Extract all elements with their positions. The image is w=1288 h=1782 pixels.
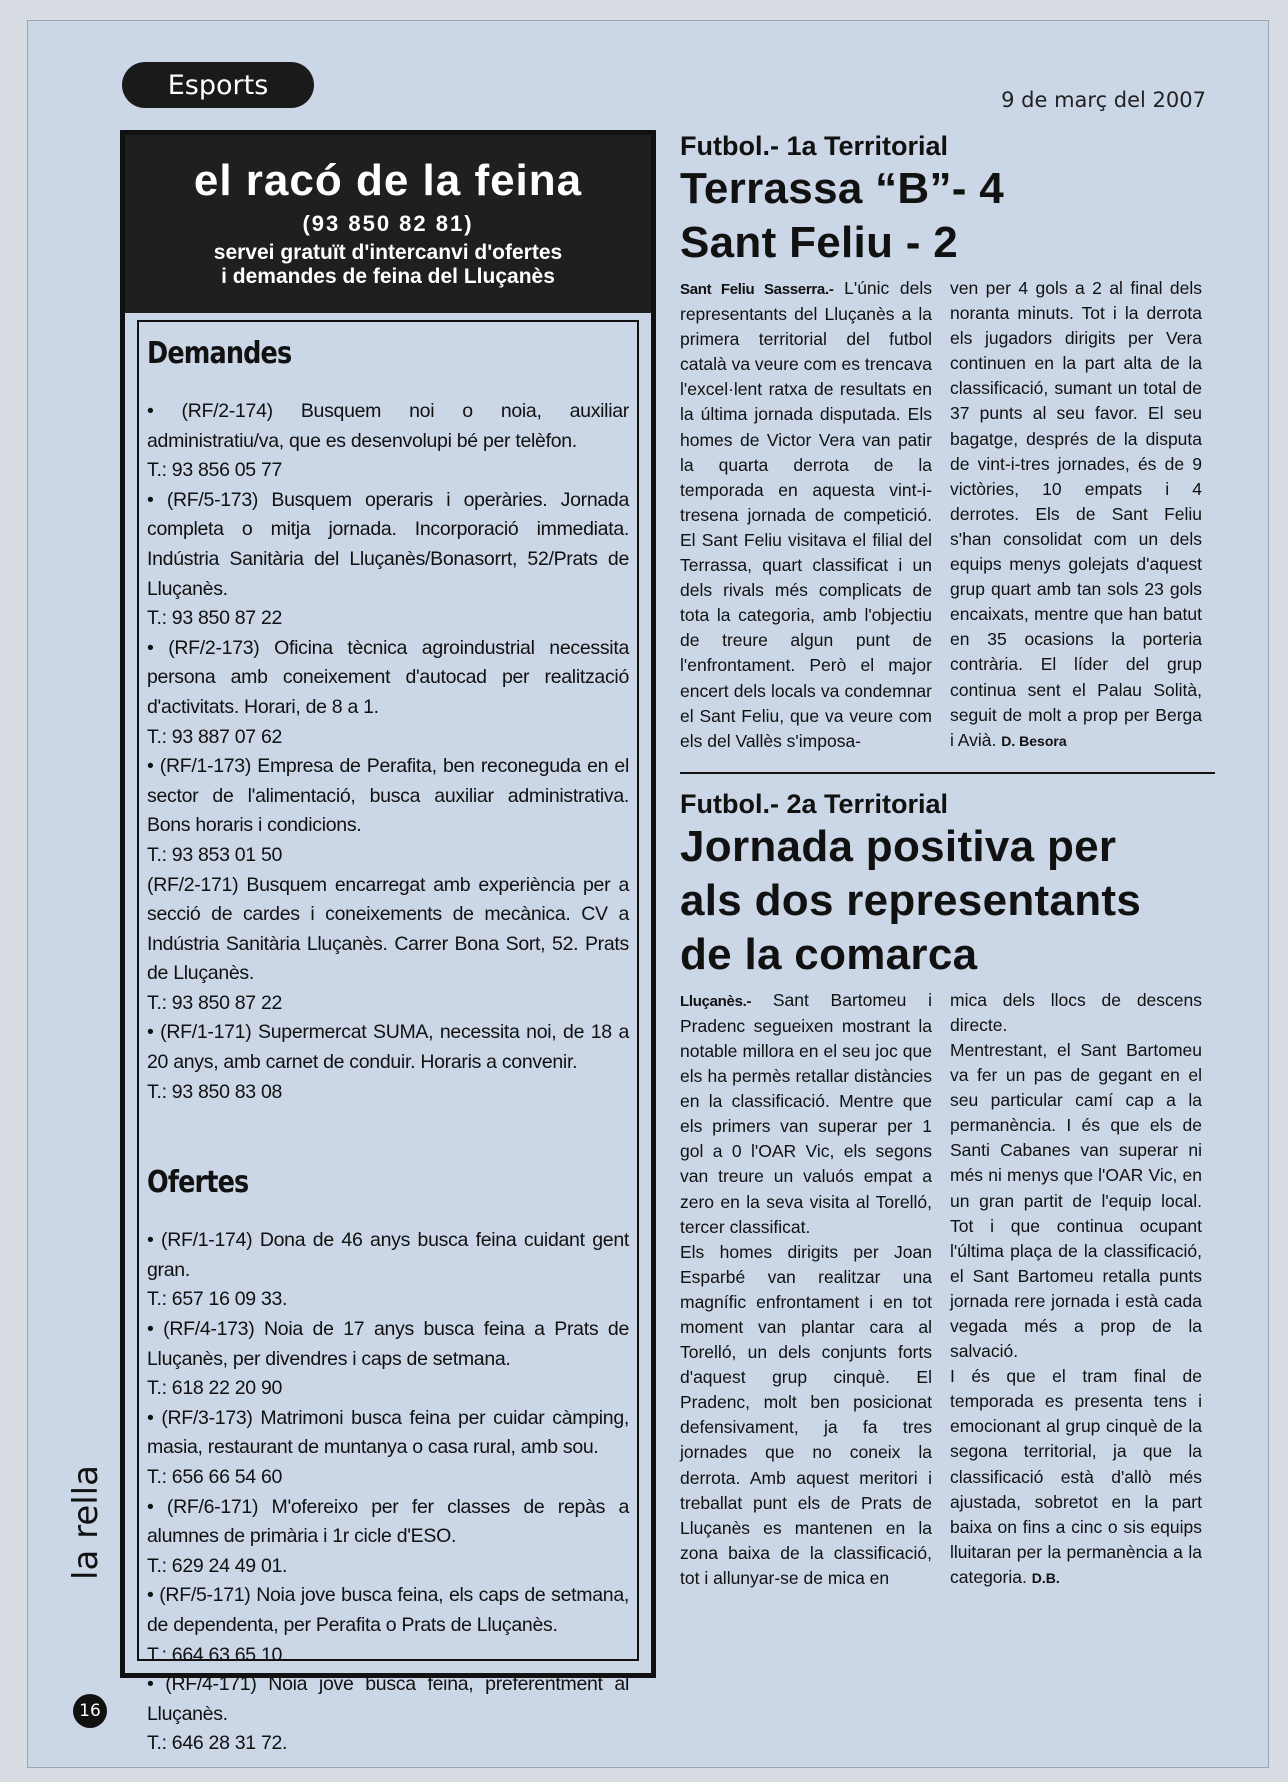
job-ad-line: T.: 93 887 07 62 — [147, 725, 283, 748]
headline-line: Sant Feliu - 2 — [680, 218, 959, 267]
article-2-paragraph: Els homes dirigits per Joan Esparbé van realitzar una magnífic enfrontament i en tot moment van plantar cara al Torelló, un dels conjunts forts d'aquest grup cinquè. El Pradenc, molt ben posicionat defensivament, ja fa tres jornades que no coneix la derrota. Amb aquest meritori i treballat punt els de Prats de Lluçanès es mantenen en la zona baixa de la classificació, tot i allunyar-se de mica en — [680, 1241, 932, 1588]
article-1-lead: Sant Feliu Sasserra.- — [680, 281, 834, 298]
job-listings-title: el racó de la feina — [193, 156, 583, 205]
article-1-kicker: Futbol.- 1a Territorial — [680, 131, 949, 161]
article-1-column-1 — [680, 276, 932, 754]
job-listings-body — [137, 320, 639, 1755]
job-listings-phone: (93 850 82 81) — [302, 211, 474, 236]
article-2-paragraph: mica dels llocs de descens directe. — [950, 989, 1202, 1035]
article-1-signature: D. Besora — [1001, 732, 1067, 749]
article-1-headline — [680, 162, 1215, 270]
ofertes-list — [147, 1226, 629, 1759]
issue-date: 9 de març del 2007 — [1001, 88, 1206, 112]
article-1 — [680, 130, 1215, 754]
demandes-heading: Demandes — [147, 336, 292, 371]
job-ad-line: T.: 93 853 01 50 — [147, 843, 283, 866]
job-ad-line: T.: 664 63 65 10. — [147, 1643, 288, 1666]
article-2-headline — [680, 820, 1215, 982]
job-ad-line: T.: 93 856 05 77 — [147, 459, 283, 482]
article-1-text: L'únic dels representants del Lluçanès a la primera territorial del futbol català va veure com es trencava l'excel·lent ratxa de resultats en la última jornada disputada. Els homes de Victor Vera van patir la quarta derrota de la temporada en aquesta vint-i-tresena jornada de competició. El Sant Feliu visitava el filial del Terrassa, quart classificat i un dels rivals més complicats de tota la categoria, amb l'objectiu de treure algun punt de l'enfrontament. Però el major encert dels locals va condemnar el Sant Feliu, que va veure com els del Vallès s'imposa- — [680, 278, 932, 751]
headline-line: als dos representants — [680, 875, 1142, 925]
article-1-body — [680, 276, 1215, 754]
job-ad-line: • (RF/5-173) Busquem operaris i operàries. Jornada completa o mitja jornada. Incorporació immediata. Indústria Sanitària del Lluçanès/Bonasorrt, 52/Prats de Lluçanès. — [147, 488, 629, 600]
job-ad-line: • (RF/2-174) Busquem noi o noia, auxiliar administratiu/va, que es desenvolupi bé per telèfon. — [147, 400, 629, 452]
article-2 — [680, 788, 1215, 1591]
job-ad-line: • (RF/1-174) Dona de 46 anys busca feina cuidant gent gran. — [147, 1229, 629, 1281]
article-1-text-cont: ven per 4 gols a 2 al final dels noranta minuts. Tot i la derrota els jugadors dirigits per Vera continuen en la part alta de la classificació, sumant un total de 37 punts al seu favor. El seu bagatge, després de la disputa de vint-i-tres jornades, és de 9 victòries, 10 empats i 4 derrotes. Els de Sant Feliu s'han consolidat com un dels equips menys golejats d'aquest grup quart amb tan sols 23 gols encaixats, mentre que han batut en 35 ocasions la porteria contrària. El líder del grup continua sent el Palau Solità, seguit de molt a prop per Berga i Avià. — [950, 278, 1202, 750]
job-ad-line: T.: 93 850 87 22 — [147, 991, 283, 1014]
subtitle-line-2: i demandes de feina del Lluçanès — [221, 265, 555, 288]
job-ad-line: • (RF/3-173) Matrimoni busca feina per cuidar càmping, masia, restaurant de muntanya o casa rural, amb sou. — [147, 1406, 629, 1459]
article-2-paragraph: Mentrestant, el Sant Bartomeu va fer un pas de gegant en el seu particular camí cap a la permanència. I és que els de Santi Cabanes van superar ni més ni menys que l'OAR Vic, en un gran partit de l'equip local. Tot i que continua ocupant l'última plaça de la classificació, el Sant Bartomeu retalla punts jornada rere jornada i està cada vegada més a prop de la salvació. — [950, 1039, 1202, 1362]
job-ad-line: T.: 93 850 83 08 — [147, 1080, 283, 1103]
job-ad-line: T.: 656 66 54 60 — [147, 1466, 283, 1488]
article-2-column-1 — [680, 988, 932, 1591]
article-2-text: Sant Bartomeu i Pradenc segueixen mostrant la notable millora en el seu joc que els ha permès retallar distàncies en la classificació. Mentre que els primers van superar per 1 gol a 0 l'OAR Vic, els segons van treure un valuós empat a zero en la seva visita al Torelló, tercer classificat. — [680, 989, 932, 1237]
job-listings-box — [120, 130, 656, 1755]
headline-line: Terrassa “B”- 4 — [680, 164, 1005, 213]
job-ad-line: T.: 618 22 20 90 — [147, 1377, 283, 1400]
headline-line: de la comarca — [680, 929, 978, 979]
headline-line: Jornada positiva per — [680, 821, 1117, 871]
job-ad-line: • (RF/1-173) Empresa de Perafita, ben reconeguda en el sector de l'alimentació, busca auxiliar administrativa. Bons horaris i condicions. — [147, 755, 629, 837]
subtitle-line-1: servei gratuït d'intercanvi d'ofertes — [213, 241, 563, 264]
article-2-signature: D.B. — [1031, 1569, 1060, 1586]
article-2-lead: Lluçanès.- — [680, 992, 752, 1010]
job-listings-header — [125, 135, 651, 313]
page-number: 16 — [73, 1694, 107, 1728]
job-ad-line: • (RF/4-173) Noia de 17 anys busca feina a Prats de Lluçanès, per divendres i caps de setmana. — [147, 1318, 629, 1370]
article-2-text-end: I és que el tram final de temporada es presenta tens i emocionant al grup cinquè de la segona territorial, ja que la classificació està d'allò més ajustada, sobretot en la part baixa on fins a cinc o sis equips lluitaran per la permanència a la categoria. — [950, 1366, 1202, 1587]
job-ad-line: • (RF/1-171) Supermercat SUMA, necessita noi, de 18 a 20 anys, amb carnet de conduir. Horaris a convenir. — [147, 1021, 629, 1074]
job-ad-line: (RF/2-171) Busquem encarregat amb experiència per a secció de cardes i coneixements de mecànica. CV a Indústria Sanitària Lluçanès. Carrer Bona Sort, 52. Prats de Lluçanès. — [147, 873, 629, 985]
job-listings-subtitle — [125, 241, 651, 289]
masthead-logo: la rella — [66, 1465, 106, 1580]
job-ad-line: T.: 629 24 49 01. — [147, 1554, 288, 1577]
job-ad-line: • (RF/2-173) Oficina tècnica agroindustrial necessita persona amb coneixement d'autocad per realització d'activitats. Horari, de 8 a 1. — [147, 636, 629, 718]
ofertes-heading: Ofertes — [147, 1165, 249, 1201]
job-ad-line: • (RF/6-171) M'ofereixo per fer classes de repàs a alumnes de primària i 1r cicle d'ESO. — [147, 1495, 629, 1548]
job-ad-line: T.: 93 850 87 22 — [147, 607, 283, 630]
article-divider — [680, 772, 1215, 774]
article-2-column-2 — [950, 988, 1202, 1591]
article-1-column-2 — [950, 276, 1202, 754]
sports-articles — [680, 130, 1215, 1591]
job-ad-line: T.: 646 28 31 72. — [147, 1732, 288, 1755]
job-ad-line: T.: 657 16 09 33. — [147, 1288, 288, 1311]
article-2-kicker: Futbol.- 2a Territorial — [680, 788, 949, 819]
article-2-body — [680, 988, 1215, 1591]
job-ad-line: • (RF/4-171) Noia jove busca feina, preferentment al Lluçanès. — [147, 1673, 629, 1725]
demandes-list — [147, 397, 629, 1107]
job-ad-line: • (RF/5-171) Noia jove busca feina, els caps de setmana, de dependenta, per Perafita o Prats de Lluçanès. — [147, 1584, 629, 1636]
section-badge: Esports — [122, 62, 314, 108]
